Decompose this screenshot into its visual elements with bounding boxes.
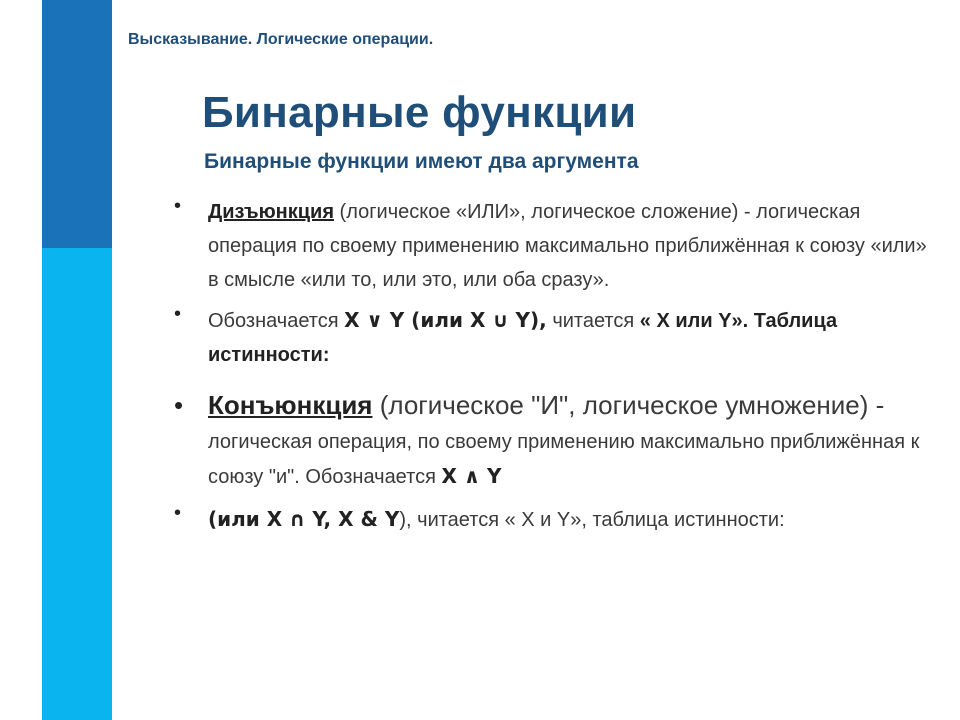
bullet-conjunction — [170, 386, 940, 494]
bullet-icon: • — [174, 390, 184, 420]
disjunction-reading: « X или Y». Таблица истинности: — [208, 310, 838, 366]
sidebar-accent-dark — [42, 0, 112, 248]
disjunction-formula: X ∨ Y (или X ∪ Y), — [344, 308, 547, 332]
term-disjunction: Дизъюнкция — [208, 201, 334, 223]
term-conjunction: Конъюнкция — [208, 390, 373, 420]
conjunction-alt-formula: (или X ∩ Y, X & Y — [208, 507, 400, 531]
bullet-disjunction-notation — [170, 303, 940, 372]
section-label: Высказывание. Логические операции. — [128, 31, 434, 48]
notation-middle: читается — [546, 310, 640, 332]
bullet-icon: • — [174, 502, 182, 524]
conjunction-definition: логическая операция, по своему применению максимально приближённая к союзу "и". Обозначается — [208, 431, 920, 488]
notation-prefix: Обозначается — [208, 310, 345, 332]
bullet-icon: • — [174, 303, 182, 325]
disjunction-definition: (логическое «ИЛИ», логическое сложение) - логическая операция по своему применению максимально приближённая к союзу «или» в смысле «или то, или это, или оба сразу». — [208, 201, 927, 291]
page-subtitle: Бинарные функции имеют два аргумента — [204, 150, 639, 173]
page-title: Бинарные функции — [202, 88, 637, 137]
bullet-disjunction — [170, 195, 940, 297]
sidebar-accent-light — [42, 248, 112, 720]
bullet-icon: • — [174, 195, 182, 217]
conjunction-formula: X ∧ Y — [441, 464, 502, 488]
bullet-conjunction-notation — [170, 502, 940, 537]
conjunction-reading: ), читается « X и Y», таблица истинности: — [399, 509, 785, 531]
bullet-list — [170, 195, 940, 537]
conjunction-definition-large: (логическое "И", логическое умножение) - — [372, 390, 885, 420]
